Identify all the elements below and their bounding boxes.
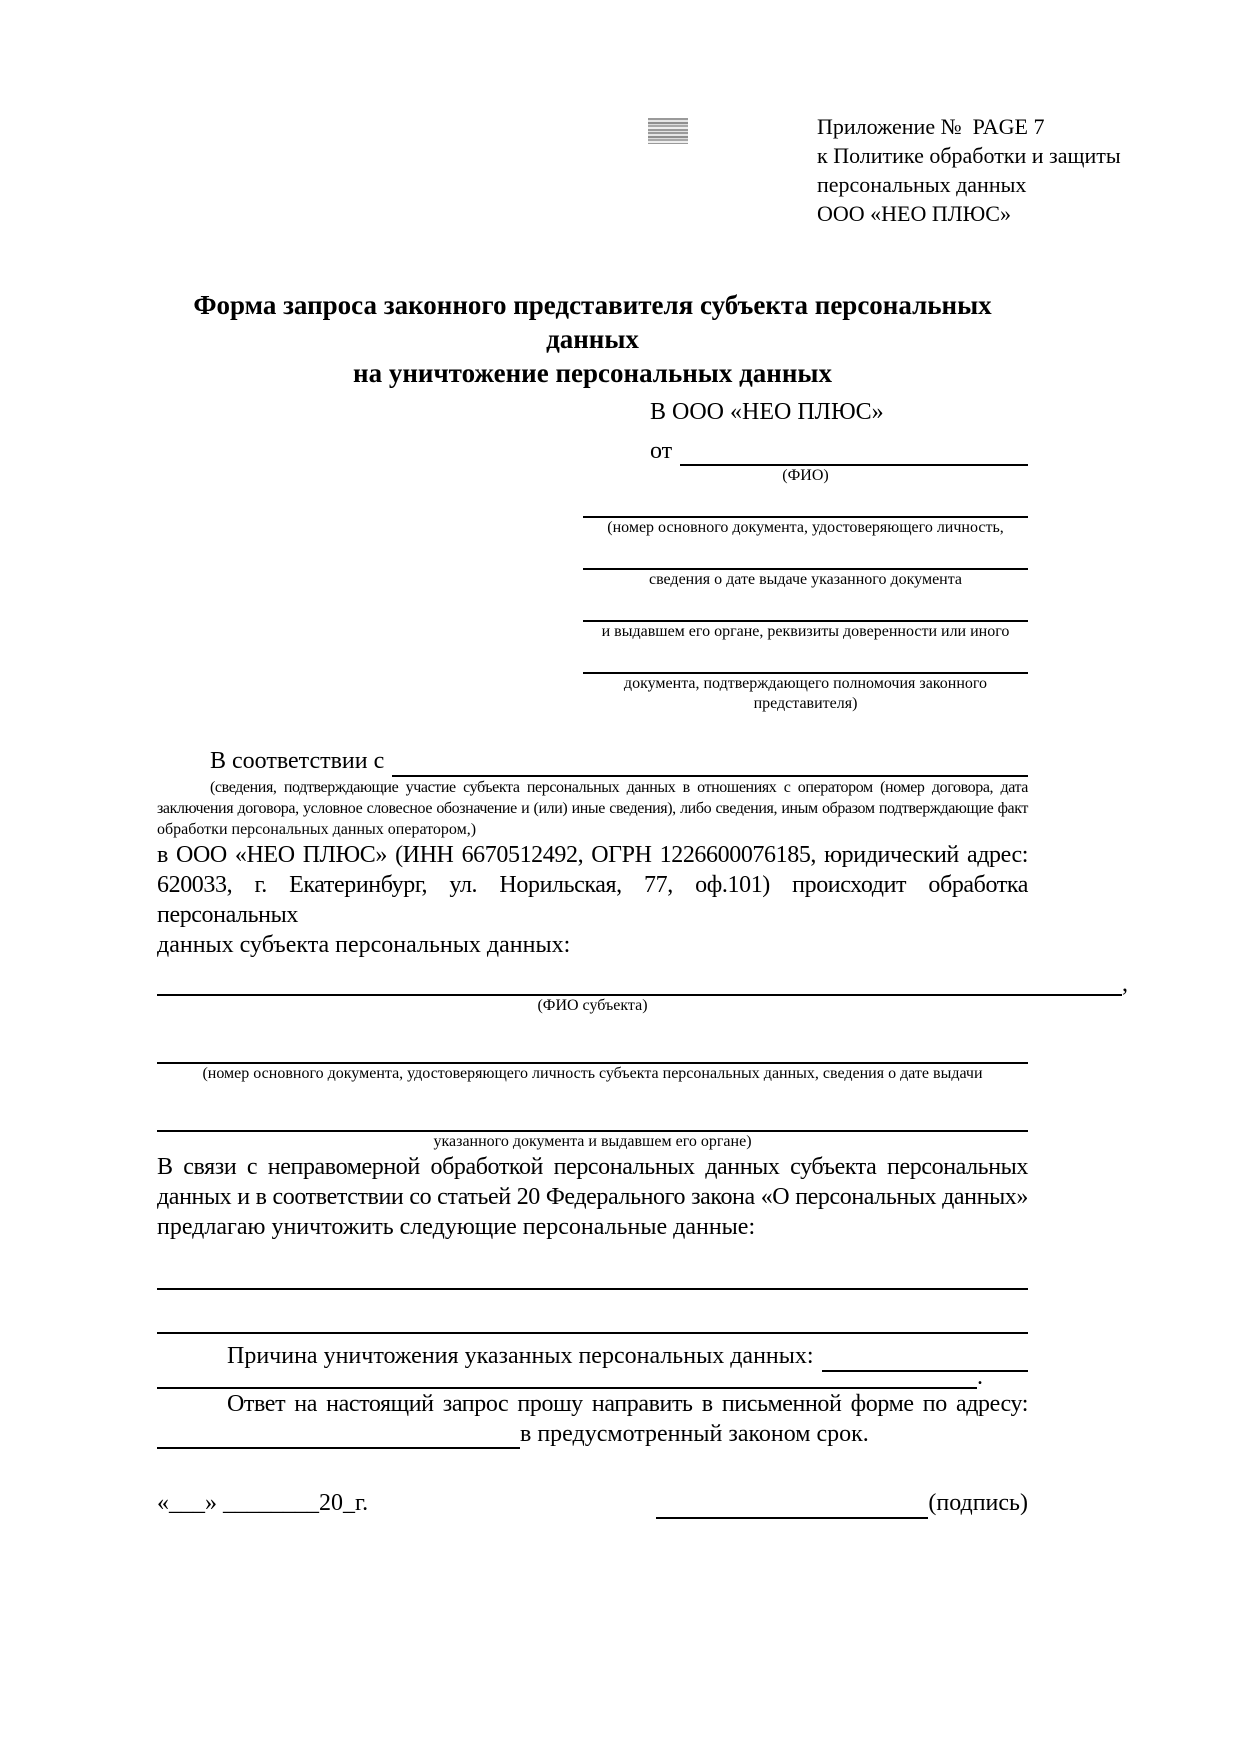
field-caption: документа, подтверждающего полномочия законного представителя) [623,675,988,712]
signature-blank-line [656,1487,928,1519]
address-blank-line [157,1419,520,1449]
addressee-to: В ООО «НЕО ПЛЮС» [650,399,884,425]
request-paragraph [157,1152,1028,1242]
subject-caption: (номер основного документа, удостоверяющего личность субъекта персональных данных, сведения о дате выдачи [202,1065,983,1082]
from-blank-line [680,436,1028,466]
date-signature-row [157,1487,1028,1519]
form-title [157,288,1028,390]
blank-field-line [157,1372,977,1389]
reason-row [157,1340,1028,1372]
trailing-period: . [977,1364,983,1390]
date-fill-in: «___» ________20_г. [157,1490,369,1516]
appendix-line: персональных данных [817,172,1027,197]
request-paragraph-line: данных и в соответствии со статьей 20 Федерального закона «О персональных данных» [157,1184,1028,1210]
from-field-row [583,436,1028,466]
reply-tail-text: в предусмотренный законом срок. [520,1421,869,1447]
fine-print-line: заключения договора, условное словесное обозначение и (или) иные сведения), либо сведения, иным образом подтверждающие факт [157,800,1028,817]
blank-field-line [157,1258,1028,1290]
subject-fio-blank-line [157,972,1122,996]
subject-caption: (ФИО субъекта) [537,997,648,1014]
blank-field-line [157,1290,1028,1334]
operator-paragraph-line: данных субъекта персональных данных: [157,932,571,958]
reason-continuation-row [157,1364,1028,1390]
appendix-block [817,112,1237,228]
fine-print-block [157,777,1028,840]
accordance-label: В соответствии с [210,748,385,774]
reply-address-row [157,1419,1028,1449]
blank-field-line [157,1100,1028,1132]
operator-paragraph-line: 620033, г. Екатеринбург, ул. Норильская, 77, оф.101) происходит обработка персональных [157,872,1028,928]
reason-label: Причина уничтожения указанных персональных данных: [227,1343,814,1369]
blank-field-line [583,486,1028,518]
request-paragraph-line: В связи с неправомерной обработкой персональных данных субъекта персональных [157,1154,1028,1180]
fine-print-line: обработки персональных данных оператором,) [157,821,477,838]
reason-blank-line [822,1340,1028,1372]
appendix-line: к Политике обработки и защиты [817,143,1121,168]
fine-print-line: (сведения, подтверждающие участие субъекта персональных данных в отношениях с оператором (номер договора, дата [210,779,1028,796]
addressee-block [583,396,1028,714]
blank-field-line [583,538,1028,570]
operator-paragraph [157,840,1028,960]
subject-fio-row [157,972,1128,996]
from-label: от [650,438,673,464]
signature-caption: (подпись) [928,1490,1028,1516]
appendix-line: ООО «НЕО ПЛЮС» [817,201,1011,226]
appendix-line: Приложение № PAGE 7 [817,114,1045,139]
document-content [157,0,1128,1519]
field-caption: и выдавшем его органе, реквизиты доверенности или иного [601,623,1010,640]
signature-group [656,1487,1028,1519]
blank-field-line [583,590,1028,622]
trailing-comma: , [1122,971,1128,997]
accordance-blank-line [392,746,1028,777]
blank-field-line [157,1032,1028,1064]
subject-caption: указанного документа и выдавшем его органе) [433,1133,752,1150]
form-title-line1: Форма запроса законного представителя субъекта персональных данных [193,290,992,354]
form-title-line2: на уничтожение персональных данных [353,358,832,388]
operator-paragraph-line: в ООО «НЕО ПЛЮС» (ИНН 6670512492, ОГРН 1226600076185, юридический адрес: [157,842,1028,868]
reply-paragraph: Ответ на настоящий запрос прошу направить в письменной форме по адресу: [227,1391,1028,1417]
accordance-row [157,746,1028,777]
field-caption: (номер основного документа, удостоверяющего личность, [607,519,1004,536]
request-paragraph-line: предлагаю уничтожить следующие персональные данные: [157,1214,756,1240]
blank-field-line [583,642,1028,674]
fio-caption: (ФИО) [782,467,829,484]
field-caption: сведения о дате выдаче указанного документа [648,571,963,588]
